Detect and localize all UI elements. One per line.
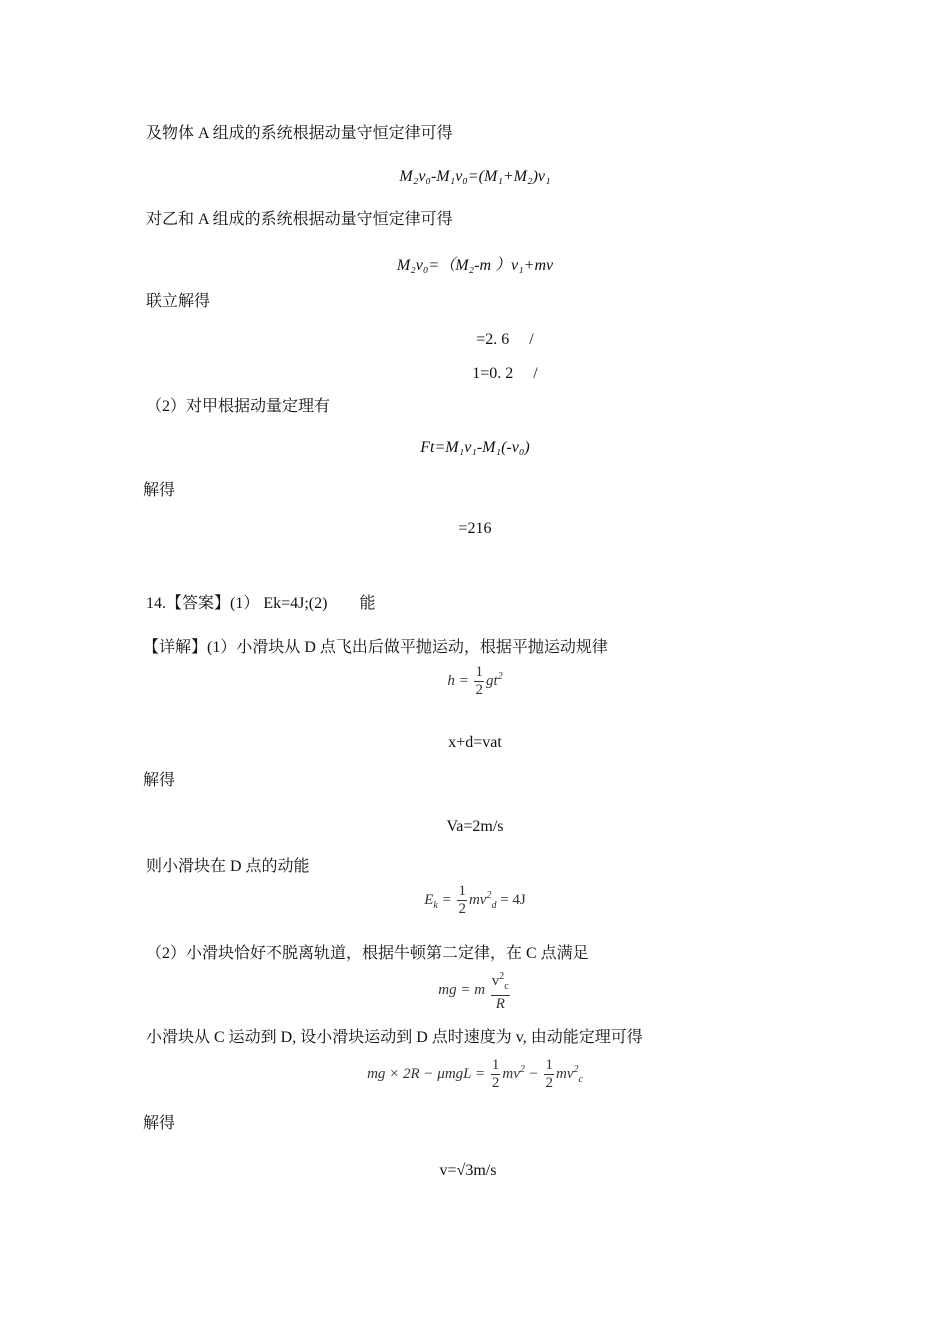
math-part: mv xyxy=(502,1065,520,1082)
superscript: 2 xyxy=(519,1063,525,1075)
fraction xyxy=(491,1057,501,1092)
numerator: 1 xyxy=(475,664,483,680)
superscript: 2 xyxy=(497,670,503,682)
fraction xyxy=(457,883,467,918)
answer-line: 14.【答案】(1） Ek=4J;(2) 能 xyxy=(146,595,376,612)
denominator: 2 xyxy=(475,682,483,698)
equation-momentum-1: M₂v₀-M₁v₀=(M₁+M₂)v₁ xyxy=(399,168,551,185)
subscript: c xyxy=(504,981,509,992)
numerator: 1 xyxy=(545,1057,553,1073)
text-line: 解得 xyxy=(143,772,176,789)
math-part: gt xyxy=(485,672,498,689)
text-line: 则小滑块在 D 点的动能 xyxy=(146,858,310,875)
math-part: = 4J xyxy=(496,891,526,908)
text-line: 小滑块从 C 运动到 D, 设小滑块运动到 D 点时速度为 v, 由动能定理可得 xyxy=(146,1029,643,1046)
text-line: 对乙和 A 组成的系统根据动量守恒定律可得 xyxy=(146,211,453,228)
text-line: （2）对甲根据动量定理有 xyxy=(146,398,331,415)
numerator: 1 xyxy=(491,1057,500,1073)
detail-line: 【详解】(1）小滑块从 D 点飞出后做平抛运动，根据平抛运动规律 xyxy=(143,639,608,656)
math-part: mg = m xyxy=(438,981,486,998)
text-line: 解得 xyxy=(143,482,176,499)
math-part: h = xyxy=(447,672,469,689)
math-part: mv xyxy=(555,1065,574,1082)
equation-free-fall xyxy=(0,664,950,699)
result-line: 1=0. 2 / xyxy=(472,365,538,382)
equation-kinetic-energy xyxy=(0,883,950,918)
denominator: R xyxy=(495,996,505,1012)
denominator: 2 xyxy=(545,1075,553,1091)
equation-newton xyxy=(0,968,950,1013)
subscript: k xyxy=(433,899,438,911)
numerator: 1 xyxy=(458,883,466,899)
numerator xyxy=(491,968,510,996)
math-part: E xyxy=(424,891,434,908)
fraction xyxy=(491,968,510,1013)
math-part: = xyxy=(437,891,452,908)
denominator: 2 xyxy=(491,1075,500,1091)
result-line: Va=2m/s xyxy=(446,818,504,835)
text-line: 联立解得 xyxy=(146,293,211,310)
superscript: 2 xyxy=(573,1063,579,1075)
equation-impulse: Ft=M₁v₁-M₁(-v₀) xyxy=(420,439,530,456)
fraction xyxy=(544,1057,554,1092)
equation-energy-theorem xyxy=(0,1057,950,1092)
subscript: c xyxy=(578,1073,583,1085)
denominator: 2 xyxy=(458,901,466,917)
equation-momentum-2: M₂v₀=（M₂-m ）v₁+mv xyxy=(396,257,554,274)
text-line: 解得 xyxy=(143,1115,176,1132)
math-part: v xyxy=(491,973,500,989)
math-part: mv xyxy=(468,891,487,908)
math-part: − xyxy=(524,1065,543,1082)
fraction xyxy=(474,664,484,699)
superscript: 2 xyxy=(499,971,505,982)
superscript: 2 xyxy=(486,889,492,901)
result-line: =216 xyxy=(458,520,492,537)
result-line: =2. 6 / xyxy=(476,331,534,348)
text-line: 及物体 A 组成的系统根据动量守恒定律可得 xyxy=(146,125,453,142)
text-line: （2）小滑块恰好不脱离轨道，根据牛顿第二定律，在 C 点满足 xyxy=(146,945,589,962)
result-line: v=√3m/s xyxy=(439,1162,497,1179)
subscript: d xyxy=(491,899,497,911)
math-part: mg × 2R − μmgL = xyxy=(367,1065,486,1082)
equation-horizontal: x+d=vat xyxy=(448,734,502,751)
